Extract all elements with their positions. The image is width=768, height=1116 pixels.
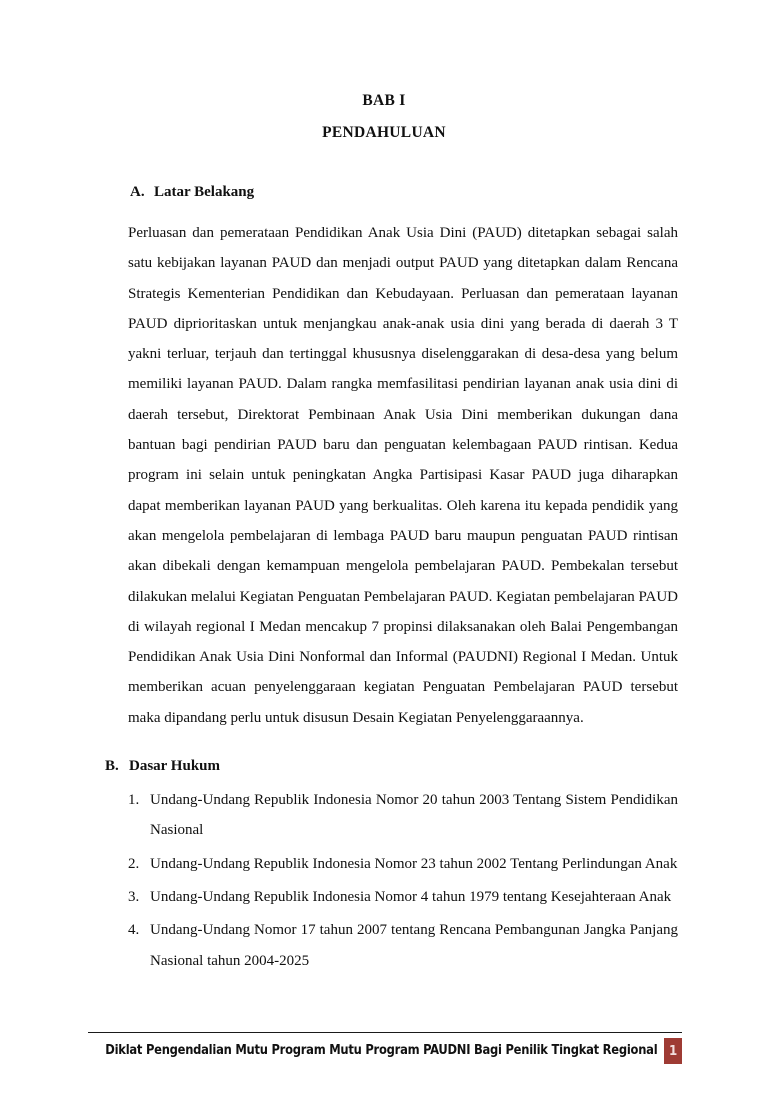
list-item — [128, 915, 678, 976]
list-item-text: Undang-Undang Republik Indonesia Nomor 23 tahun 2002 Tentang Perlindungan Anak — [150, 855, 678, 872]
footer-divider — [88, 1032, 682, 1033]
section-heading-latar-belakang — [130, 184, 768, 201]
legal-basis-list — [128, 785, 678, 976]
list-item-number: 2. — [128, 855, 140, 872]
list-item-number: 3. — [128, 888, 140, 905]
section-title-a: Latar Belakang — [154, 184, 255, 200]
list-item — [128, 849, 678, 879]
list-item-text: Undang-Undang Republik Indonesia Nomor 4 tahun 1979 tentang Kesejahteraan Anak — [150, 888, 672, 905]
section-letter-a: A. — [130, 184, 145, 200]
page-number-badge: 1 — [664, 1038, 682, 1064]
chapter-title: PENDAHULUAN — [322, 124, 446, 141]
footer-title: Diklat Pengendalian Mutu Program Mutu Program PAUDNI Bagi Penilik Tingkat Regional — [105, 1043, 658, 1058]
list-item-number: 1. — [128, 792, 140, 809]
section-title-b: Dasar Hukum — [129, 758, 220, 775]
section-letter-b: B. — [105, 758, 119, 775]
page-footer — [88, 1032, 682, 1064]
section-heading-dasar-hukum — [105, 758, 768, 775]
document-page — [0, 92, 768, 1116]
list-item-text: Undang-Undang Republik Indonesia Nomor 20 tahun 2003 Tentang Sistem Pendidikan Nasional — [150, 792, 678, 839]
list-item — [128, 882, 678, 912]
list-item-text: Undang-Undang Nomor 17 tahun 2007 tentang Rencana Pembangunan Jangka Panjang Nasional tahun 2004-2025 — [150, 922, 678, 969]
chapter-label: BAB I — [362, 92, 406, 109]
list-item-number: 4. — [128, 922, 140, 939]
list-item — [128, 785, 678, 846]
footer-row — [88, 1038, 682, 1064]
background-paragraph: Perluasan dan pemerataan Pendidikan Anak Usia Dini (PAUD) ditetapkan sebagai salah satu kebijakan layanan PAUD dan menjadi output PAUD yang ditetapkan dalam Rencana Strategis Kementerian Pendidikan dan Kebudayaan. Perluasan dan pemerataan layanan PAUD diprioritaskan untuk menjangkau anak-anak usia dini yang berada di daerah 3 T yakni terluar, terjauh dan tertinggal khususnya diselenggarakan di desa-desa yang belum memiliki layanan PAUD. Dalam rangka memfasilitasi pendirian layanan anak usia dini di daerah tersebut, Direktorat Pembinaan Anak Usia Dini memberikan dukungan dana bantuan bagi pendirian PAUD baru dan penguatan kelembagaan PAUD rintisan. Kedua program ini selain untuk peningkatan Angka Partisipasi Kasar PAUD juga diharapkan dapat memberikan layanan PAUD yang berkualitas. Oleh karena itu kepada pendidik yang akan mengelola pembelajaran di lembaga PAUD baru maupun penguatan PAUD rintisan akan dibekali dengan kemampuan mengelola pembelajaran PAUD. Pembekalan tersebut dilakukan melalui Kegiatan Penguatan Pembelajaran PAUD. Kegiatan pembelajaran PAUD di wilayah regional I Medan mencakup 7 propinsi dilaksanakan oleh Balai Pengembangan Pendidikan Anak Usia Dini Nonformal dan Informal (PAUDNI) Regional I Medan. Untuk memberikan acuan penyelenggaraan kegiatan Penguatan Pembelajaran PAUD tersebut maka dipandang perlu untuk disusun Desain Kegiatan Penyelenggaraannya. — [128, 225, 678, 726]
background-body — [128, 218, 678, 733]
